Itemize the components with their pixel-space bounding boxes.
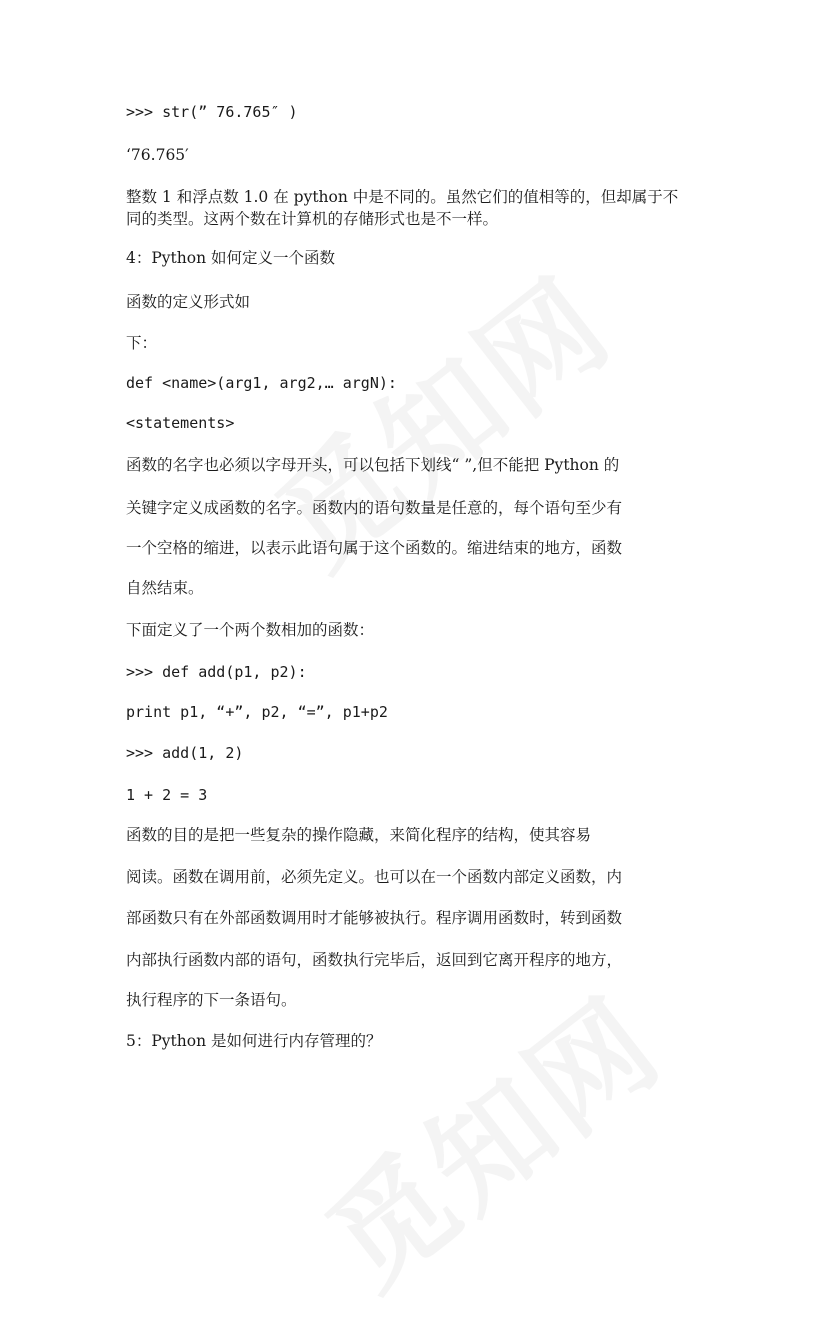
paragraph-line: 关键字定义成函数的名字。函数内的语句数量是任意的，每个语句至少有	[126, 499, 623, 517]
code-line: def <name>(arg1, arg2,… argN):	[126, 374, 397, 392]
paragraph-line: 自然结束。	[126, 579, 204, 597]
section-heading: 4：Python 如何定义一个函数	[126, 249, 336, 267]
paragraph-line: 下：	[126, 334, 158, 352]
paragraph-line: 部函数只有在外部函数调用时才能够被执行。程序调用函数时，转到函数	[126, 909, 623, 927]
code-line: >>> str(” 76.765″ )	[126, 103, 298, 121]
paragraph-line: 函数的目的是把一些复杂的操作隐藏，来简化程序的结构，使其容易	[126, 826, 592, 844]
paragraph-line: 函数的定义形式如	[126, 293, 251, 311]
code-line: print p1, “+”, p2, “=”, p1+p2	[126, 703, 388, 721]
paragraph-line: 阅读。函数在调用前，必须先定义。也可以在一个函数内部定义函数，内	[126, 868, 623, 886]
code-line: >>> def add(p1, p2):	[126, 663, 307, 681]
output-line: ‘76.765′	[126, 146, 189, 164]
paragraph-line: 下面定义了一个两个数相加的函数：	[126, 621, 375, 639]
paragraph-line: 内部执行函数内部的语句，函数执行完毕后，返回到它离开程序的地方，	[126, 951, 623, 969]
watermark	[287, 952, 691, 1320]
output-line: 1 + 2 = 3	[126, 786, 208, 804]
section-heading: 5：Python 是如何进行内存管理的？	[126, 1032, 382, 1050]
paragraph-line: 同的类型。这两个数在计算机的存储形式也是不一样。	[126, 210, 499, 228]
code-line: <statements>	[126, 414, 235, 432]
paragraph-line: 一个空格的缩进，以表示此语句属于这个函数的。缩进结束的地方，函数	[126, 539, 623, 557]
paragraph-line: 执行程序的下一条语句。	[126, 991, 297, 1009]
code-line: >>> add(1, 2)	[126, 744, 244, 762]
paragraph-line: 整数 1 和浮点数 1.0 在 python 中是不同的。虽然它们的值相等的，但却属于不	[126, 188, 679, 206]
paragraph-line: 函数的名字也必须以字母开头，可以包括下划线“ ”,但不能把 Python 的	[126, 456, 620, 474]
